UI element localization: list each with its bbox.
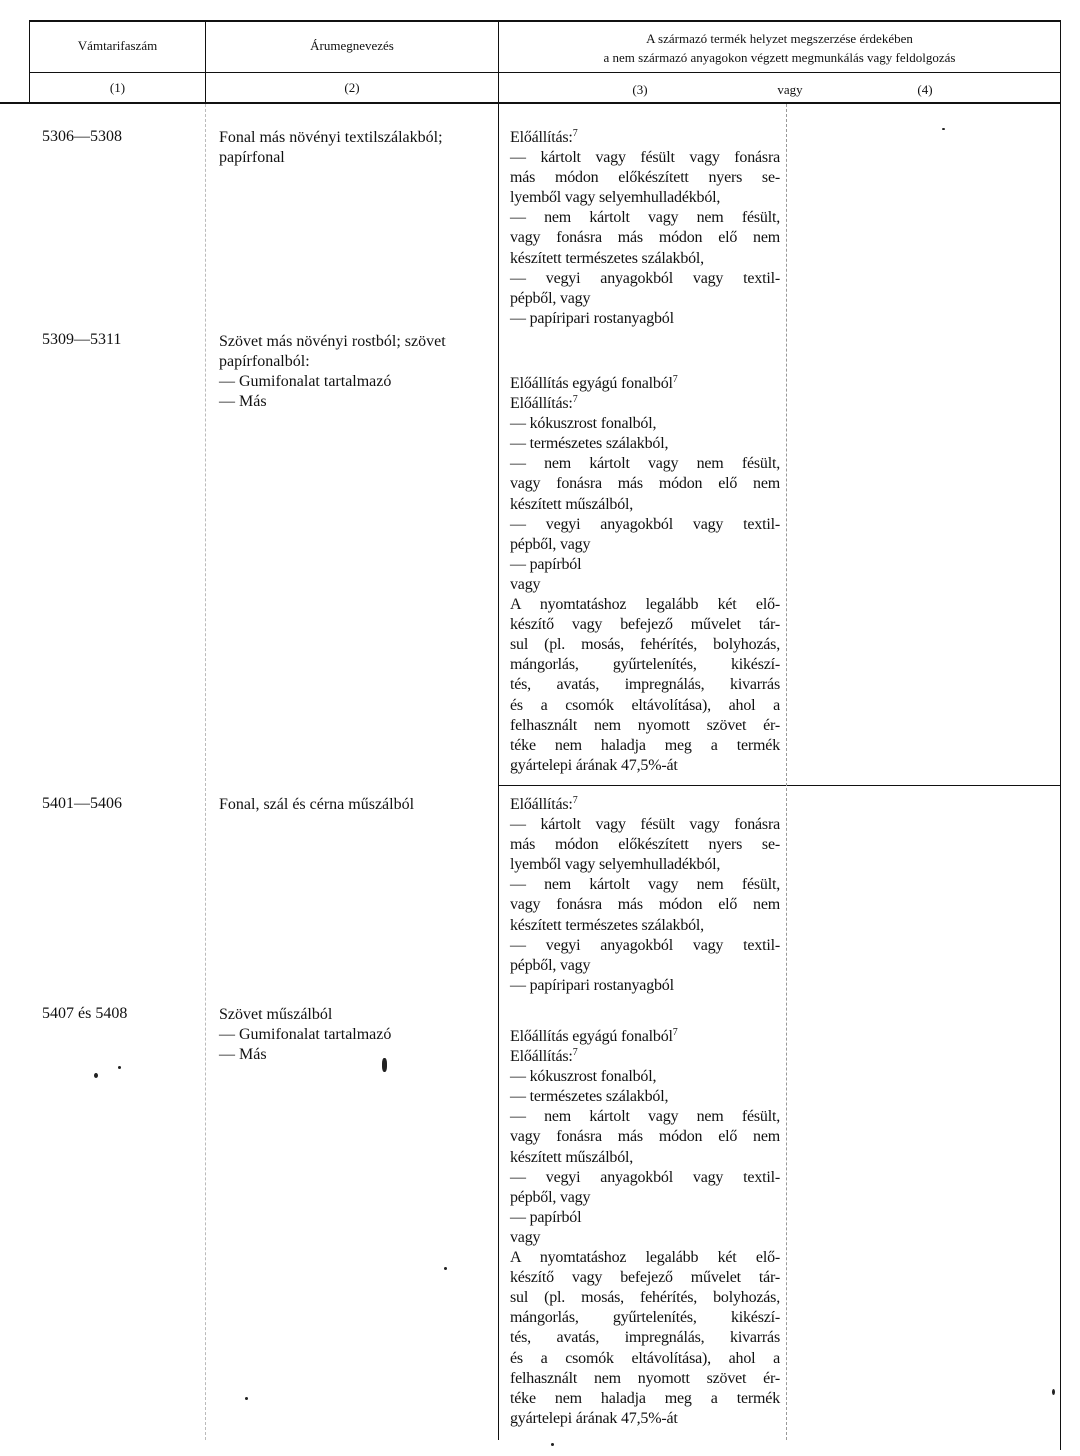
description-line: Fonal más növényi textilszálakból;	[219, 129, 443, 146]
col2-title: Árumegnevezés	[310, 38, 394, 53]
rule-line: téke nem haladja meg a termék	[510, 1389, 780, 1407]
footnote-mark: 7	[572, 1047, 578, 1059]
rule-line: felhasznált nem nyomott szövet ér-	[510, 1369, 780, 1387]
description-line: — Gumifonalat tartalmazó	[219, 1026, 392, 1043]
rule-line: — természetes szálakból,	[510, 1088, 669, 1106]
description-line: — Más	[219, 1046, 267, 1063]
rule-line: — vegyi anyagokból vagy textil-	[510, 936, 780, 954]
footnote-mark: 7	[572, 394, 578, 406]
rule-line: vagy fonásra más módon elő nem	[510, 229, 780, 247]
description-line: Fonal, szál és cérna műszálból	[219, 796, 415, 813]
rule-line: készített természetes szálakból,	[510, 916, 704, 934]
rule-line: — nem kártolt vagy nem fésült,	[510, 455, 780, 473]
header-bottom-border	[0, 102, 1061, 104]
rule-line: — vegyi anyagokból vagy textil-	[510, 1168, 780, 1186]
rule-line: mángorlás, gyűrtelenítés, kikészí-	[510, 656, 780, 674]
rule-line: lyemből vagy selyemhulladékból,	[510, 856, 721, 874]
col3-col4-divider	[786, 104, 787, 1440]
section-divider	[499, 785, 1061, 786]
rule-line: és a csomók eltávolítása), ahol a	[510, 1349, 780, 1367]
description-line: papírfonal	[219, 149, 285, 166]
scan-speck	[942, 128, 945, 130]
col1-number: (1)	[109, 80, 126, 95]
scan-speck	[551, 1443, 554, 1446]
tariff-code-5407-5408: 5407 és 5408	[42, 1005, 128, 1022]
description-line: — Más	[219, 393, 267, 410]
description-5401-5406	[219, 795, 414, 815]
footnote-mark: 7	[672, 374, 678, 385]
footnote-mark: 7	[672, 1027, 678, 1038]
rule-line: — kártolt vagy fésült vagy fonásra	[510, 816, 780, 834]
rule-line: — papíripari rostanyagból	[510, 976, 674, 994]
description-line: Szövet műszálból	[219, 1006, 333, 1023]
col4-number: (4)	[917, 82, 933, 97]
rule-5309-5311	[510, 374, 780, 776]
rule-line: — nem kártolt vagy nem fésült,	[510, 209, 780, 227]
rule-line: Előállítás egyágú fonalból$^7$	[510, 374, 678, 392]
tariff-code-5306-5308: 5306—5308	[42, 128, 122, 145]
rule-line: vagy	[510, 1228, 541, 1246]
rule-line: és a csomók eltávolítása), ahol a	[510, 696, 780, 714]
footnote-mark: 7	[572, 128, 578, 139]
rule-line: — papíripari rostanyagból	[510, 309, 674, 327]
rule-line: — papírból	[510, 1208, 582, 1226]
rule-line: sul (pl. mosás, fehérítés, bolyhozás,	[510, 1289, 780, 1307]
scan-speck	[245, 1397, 248, 1400]
rule-line: Előállítás:$^7$	[510, 128, 578, 146]
rule-line: vagy fonásra más módon elő nem	[510, 896, 780, 914]
or-label: vagy	[777, 82, 803, 97]
rule-line: lyemből vagy selyemhulladékból,	[510, 189, 721, 207]
rule-line: sul (pl. mosás, fehérítés, bolyhozás,	[510, 636, 780, 654]
col2-number: (2)	[344, 80, 360, 95]
rule-line: tés, avatás, impregnálás, kivarrás	[510, 1329, 780, 1347]
rule-line: vagy	[510, 575, 541, 593]
rule-5306-5308	[510, 128, 780, 329]
description-line: papírfonalból:	[219, 353, 310, 370]
rule-line: mángorlás, gyűrtelenítés, kikészí-	[510, 1309, 780, 1327]
table-top-border	[29, 20, 1061, 22]
description-5407-5408	[219, 1005, 391, 1065]
scan-speck	[382, 1058, 387, 1072]
rule-5401-5406	[510, 795, 780, 996]
tariff-code-5309-5311: 5309—5311	[42, 331, 122, 348]
rule-line: pépből, vagy	[510, 289, 591, 307]
rule-line: készített műszálból,	[510, 1148, 634, 1166]
col1-title: Vámtarifaszám	[77, 38, 158, 53]
rule-line: pépből, vagy	[510, 956, 591, 974]
rule-line: — kókuszrost fonalból,	[510, 415, 657, 433]
description-line: Szövet más növényi rostból; szövet	[219, 333, 446, 350]
rule-line: pépből, vagy	[510, 535, 591, 553]
scan-speck	[1052, 1389, 1055, 1395]
rule-line: — természetes szálakból,	[510, 435, 669, 453]
scan-speck	[118, 1066, 121, 1069]
description-line: — Gumifonalat tartalmazó	[219, 373, 392, 390]
rule-line: A nyomtatáshoz legalább két elő-	[510, 1249, 780, 1267]
rule-line: téke nem haladja meg a termék	[510, 736, 780, 754]
rule-line: — nem kártolt vagy nem fésült,	[510, 1108, 780, 1126]
rule-line: — kókuszrost fonalból,	[510, 1068, 657, 1086]
rule-line: — nem kártolt vagy nem fésült,	[510, 876, 780, 894]
rule-line: — papírból	[510, 555, 582, 573]
rule-line: — vegyi anyagokból vagy textil-	[510, 269, 780, 287]
footnote-mark: 7	[572, 795, 578, 806]
rule-line: gyártelepi árának 47,5%-át	[510, 756, 678, 774]
rule-line: pépből, vagy	[510, 1188, 591, 1206]
rule-line: A nyomtatáshoz legalább két elő-	[510, 596, 780, 614]
rule-line: más módon előkészített nyers se-	[510, 836, 780, 854]
col3-number: (3)	[632, 82, 648, 97]
header-divider	[29, 72, 1061, 73]
rule-line: vagy fonásra más módon elő nem	[510, 1128, 780, 1146]
rule-line: készítő vagy befejező művelet tár-	[510, 616, 780, 634]
col2-col3-divider	[498, 20, 499, 1440]
rule-line: készítő vagy befejező művelet tár-	[510, 1269, 780, 1287]
rule-line: — vegyi anyagokból vagy textil-	[510, 515, 780, 533]
tariff-code-5401-5406: 5401—5406	[42, 795, 122, 812]
rule-line: tés, avatás, impregnálás, kivarrás	[510, 676, 780, 694]
rule-line: más módon előkészített nyers se-	[510, 169, 780, 187]
description-5309-5311	[219, 332, 446, 412]
rule-line: Előállítás:$^7$	[510, 394, 578, 413]
rule-line: gyártelepi árának 47,5%-át	[510, 1409, 678, 1427]
scan-speck	[94, 1073, 98, 1078]
scan-speck	[444, 1267, 447, 1270]
rule-line: felhasznált nem nyomott szövet ér-	[510, 716, 780, 734]
rule-line: Előállítás:$^7$	[510, 795, 578, 813]
rule-line: készített műszálból,	[510, 495, 634, 513]
rule-line: készített természetes szálakból,	[510, 249, 704, 267]
rule-5407-5408	[510, 1027, 780, 1429]
col1-col2-faint-divider	[205, 104, 206, 1440]
description-5306-5308	[219, 128, 443, 168]
rule-line: — kártolt vagy fésült vagy fonásra	[510, 149, 780, 167]
col34-title-line2: a nem származó anyagokon végzett megmunkálás vagy feldolgozás	[603, 50, 956, 65]
rule-line: Előállítás egyágú fonalból$^7$	[510, 1027, 678, 1045]
rule-line: Előállítás:$^7$	[510, 1047, 578, 1066]
col34-title-line1: A származó termék helyzet megszerzése érdekében	[646, 31, 913, 46]
rule-line: vagy fonásra más módon elő nem	[510, 475, 780, 493]
table-right-border	[1060, 20, 1061, 1450]
